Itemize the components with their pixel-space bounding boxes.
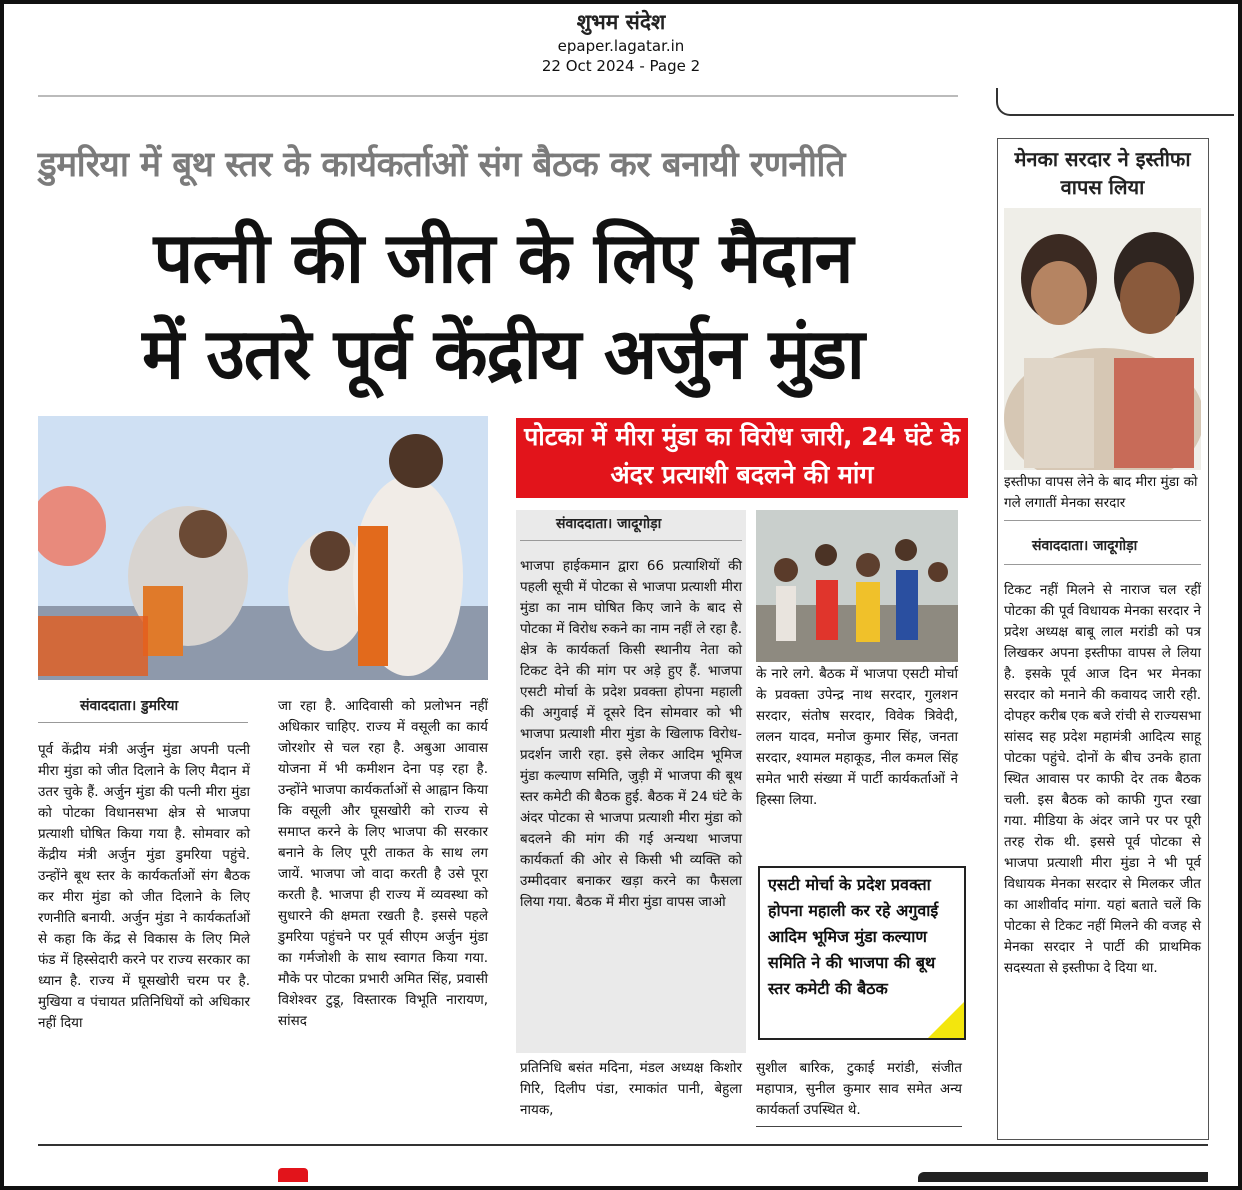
masthead-logo: शुभम संदेश <box>576 10 666 34</box>
bottom-divider <box>38 1144 1208 1146</box>
article1-column2: जा रहा है. आदिवासी को प्रलोभन नहीं अधिकार चाहिए. राज्य में वसूली का कार्य जोरशोर से चल रहा है. अबुआ आवास योजना में भी कमीशन देना पड़ रहा है. उन्होंने भाजपा कार्यकर्ताओं से आह्वान किया कि वसूली और घूसखोरी को राज्य से समाप्त करने के लिए भाजपा की सरकार बनाने के लिए पूरी ताकत के साथ लग जायें. भाजपा जो वादा करती है उसे पूरा करती है. भाजपा ही राज्य में व्यवस्था को सुधारने की क्षमता रखती है. इससे पहले डुमरिया पहुंचने पर पूर्व सीएम अर्जुन मुंडा का गर्मजोशी के साथ स्वागत किया गया. मौके पर पोटका प्रभारी अमित सिंह, प्रवासी विशेश्वर टुडू, विस्तारक विभूति नारायण, सांसद <box>278 698 488 1029</box>
protest-crowd-illustration <box>756 510 958 662</box>
masthead-date-page: 22 Oct 2024 - Page 2 <box>541 57 701 75</box>
article3-photo-caption: इस्तीफा वापस लेने के बाद मीरा मुंडा को गले लगातीं मेनका सरदार <box>1004 474 1198 511</box>
article1-headline <box>38 210 968 402</box>
article1-byline-rule <box>38 722 248 723</box>
next-article-dark-mark <box>918 1172 1208 1182</box>
next-article-hint <box>38 1162 1208 1182</box>
article1-column1: पूर्व केंद्रीय मंत्री अर्जुन मुंडा अपनी पत्नी मीरा मुंडा को जीत दिलाने के लिए मैदान में उतर चुके हैं. अर्जुन मुंडा की पत्नी मीरा मुंडा को पोटका विधानसभा क्षेत्र से भाजपा प्रत्याशी घोषित किया गया है. सोमवार को केंद्रीय मंत्री अर्जुन मुंडा डुमरिया पहुंचे. उन्होंने बूथ स्तर के कार्यकर्ताओं संग बैठक कर मीरा मुंडा को जीत दिलाने के लिए रणनीति बनायी. अर्जुन मुंडा ने कार्यकर्ताओं से कहा कि केंद्र से विकास के लिए मिले फंड में हिस्सेदारी करने पर राज्य सरकार का ध्यान है. राज्य में घूसखोरी चरम पर है. मुखिया व पंचायत प्रतिनिधियों को अधिकार नहीं दिया <box>38 742 250 1031</box>
masthead-url[interactable]: epaper.lagatar.in <box>557 37 685 55</box>
article2-headline: पोटका में मीरा मुंडा का विरोध जारी, 24 घंटे के अंदर प्रत्याशी बदलने की मांग <box>516 418 968 498</box>
article1-headline-line1: पत्नी की जीत के लिए मैदान <box>153 217 853 299</box>
article2-bottom-column2: सुशील बारिक, टुकाई मरांडी, संजीत महापात्र, सुनील कुमार साव समेत अन्य कार्यकर्ता उपस्थित थे. <box>756 1060 962 1118</box>
article2-byline: संवाददाता। जादूगोड़ा <box>556 516 662 532</box>
top-right-ornament <box>996 88 1234 116</box>
article2-end-rule <box>756 1126 962 1127</box>
pull-quote-corner-accent <box>928 1002 964 1038</box>
article3-body: टिकट नहीं मिलने से नाराज चल रहीं पोटका की पूर्व विधायक मेनका सरदार ने प्रदेश अध्यक्ष बाबू लाल मरांडी को पत्र लिखकर अपना इस्तीफा वापस ले लिया है. इसके पूर्व आज दिन भर मेनका सरदार को मनाने की कवायद जारी रही. दोपहर करीब एक बजे रांची से राज्यसभा सांसद सह प्रदेश महामंत्री आदित्य साहू पोटका पहुंचे. दोनों के बीच उनके हाता स्थित आवास पर काफी देर तक बैठक चली. इस बैठक को काफी गुप्त रखा गया. मीडिया के अंदर जाने पर पर पूरी तरह रोक थी. इससे पूर्व पोटका से भाजपा प्रत्याशी मीरा मुंडा ने भी पूर्व विधायक मेनका सरदार से मिलकर जीत का आशीर्वाद मांगा. यहां बताते चलें कि पोटका से टिकट नहीं मिलने की वजह से मेनका सरदार ने पार्टी की प्राथमिक सदस्यता से इस्तीफा दे दिया था. <box>1004 582 1201 976</box>
article2-bottom-column1: प्रतिनिधि बसंत मदिना, मंडल अध्यक्ष किशोर गिरि, दिलीप पंडा, रमाकांत पानी, बेहुला नायक, <box>520 1060 742 1118</box>
article2-photo <box>756 510 958 662</box>
article1-headline-line2: में उतरे पूर्व केंद्रीय अर्जुन मुंडा <box>142 313 864 395</box>
article2-column1: भाजपा हाईकमान द्वारा 66 प्रत्याशियों की पहली सूची में पोटका से भाजपा प्रत्याशी मीरा मुंडा का नाम घोषित किए जाने के बाद से पोटका में विरोध रुकने का नाम नहीं ले रहा है. क्षेत्र के कार्यकर्ता किसी स्थानीय नेता को टिकट देने की मांग पर अड़े हुए हैं. भाजपा एसटी मोर्चा के प्रदेश प्रवक्ता होपना महाली की अगुवाई में दूसरे दिन सोमवार को भी भाजपा प्रत्याशी मीरा मुंडा के खिलाफ विरोध-प्रदर्शन जारी रहा. इसे लेकर आदिम भूमिज मुंडा कल्याण समिति, जुड़ी में भाजपा की बूथ स्तर कमेटी की बैठक हुई. बैठक में 24 घंटे के अंदर पोटका से भाजपा प्रत्याशी मीरा मुंडा को बदलने की मांग की गई अन्यथा भाजपा कार्यकर्ता की ओर से किसी भी व्यक्ति को उम्मीदवार बनाकर खड़ा करने का फैसला लिया गया. बैठक में मीरा मुंडा वापस जाओ <box>520 558 742 910</box>
top-divider <box>38 95 958 97</box>
article3-caption-rule <box>1004 520 1201 521</box>
article2-column2: के नारे लगे. बैठक में भाजपा एसटी मोर्चा के प्रवक्ता उपेन्द्र नाथ सरदार, गुलशन सरदार, संतोष सरदार, विवेक त्रिवेदी, ललन यादव, मनोज कुमार सिंह, जनता सरदार, श्यामल महाकूड, नील कमल सिंह समेत भारी संख्या में पार्टी कार्यकर्ताओं ने हिस्सा लिया. <box>756 666 958 808</box>
article3-headline: मेनका सरदार ने इस्तीफा वापस लिया <box>1014 147 1191 199</box>
article1-kicker: डुमरिया में बूथ स्तर के कार्यकर्ताओं संग बैठक कर बनायी रणनीति <box>38 145 845 185</box>
article2-byline-rule <box>520 540 742 541</box>
article3-photo <box>1004 208 1201 470</box>
article3-byline-rule <box>1004 564 1201 565</box>
article2-pull-quote <box>758 866 966 1040</box>
article1-byline: संवाददाता। डुमरिया <box>80 698 179 714</box>
masthead <box>0 8 1242 76</box>
next-article-red-mark <box>278 1168 308 1182</box>
rally-stage-illustration <box>38 416 488 680</box>
article2-pull-quote-text: एसटी मोर्चा के प्रदेश प्रवक्ता होपना महाली कर रहे अगुवाई आदिम भूमिज मुंडा कल्याण समिति ने की भाजपा की बूथ स्तर कमेटी की बैठक <box>768 875 939 998</box>
article3-byline: संवाददाता। जादूगोड़ा <box>1032 538 1138 554</box>
article1-photo <box>38 416 488 680</box>
embrace-illustration <box>1004 208 1201 470</box>
